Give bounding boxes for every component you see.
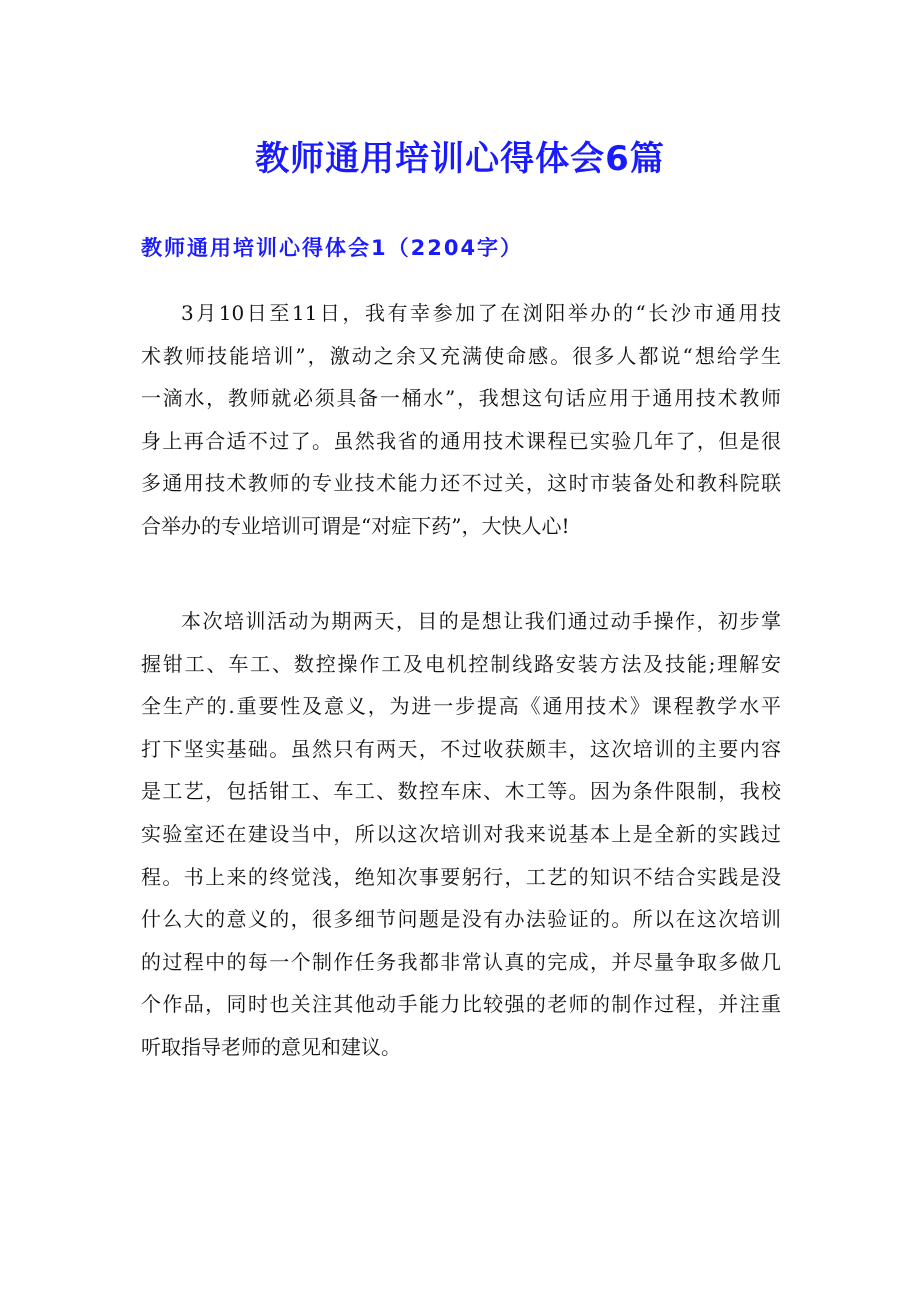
paragraph-line: 听取指导老师的意见和建议。 [141, 1034, 401, 1059]
paragraph-line: 本次培训活动为期两天，目的是想让我们通过动手操作，初步掌 [181, 609, 781, 633]
paragraph-line: 一滴水，教师就必须具备一桶水”，我想这句话应用于通用技术教师 [141, 386, 781, 411]
paragraph-line: 握钳工、车工、数控操作工及电机控制线路安装方法及技能;理解安 [141, 651, 781, 676]
paragraph-line: 程。书上来的终觉浅，绝知次事要躬行，工艺的知识不结合实践是没 [141, 864, 781, 889]
paragraph-line: 3月10日至11日，我有幸参加了在浏阳举办的“长沙市通用技 [181, 301, 781, 325]
paragraph-line: 全生产的.重要性及意义，为进一步提高《通用技术》课程教学水平 [141, 694, 781, 719]
paragraph-1 [141, 292, 781, 548]
paragraph-line: 合举办的专业培训可谓是“对症下药”，大快人心! [141, 513, 570, 538]
paragraph-line: 打下坚实基础。虽然只有两天，不过收获颇丰，这次培训的主要内容 [141, 736, 781, 761]
section-heading: 教师通用培训心得体会1（2204字） [141, 236, 524, 260]
paragraph-2 [141, 600, 781, 1069]
paragraph-line: 个作品，同时也关注其他动手能力比较强的老师的制作过程，并注重 [141, 992, 781, 1017]
document-title: 教师通用培训心得体会6篇 [255, 139, 665, 179]
paragraph-line: 实验室还在建设当中，所以这次培训对我来说基本上是全新的实践过 [141, 821, 781, 846]
paragraph-line: 是工艺，包括钳工、车工、数控车床、木工等。因为条件限制，我校 [141, 779, 781, 804]
paragraph-line: 术教师技能培训”，激动之余又充满使命感。很多人都说“想给学生 [141, 343, 781, 368]
paragraph-line: 身上再合适不过了。虽然我省的通用技术课程已实验几年了，但是很 [141, 428, 781, 453]
paragraph-line: 多通用技术教师的专业技术能力还不过关，这时市装备处和教科院联 [141, 471, 781, 496]
paragraph-line: 什么大的意义的，很多细节问题是没有办法验证的。所以在这次培训 [141, 907, 781, 932]
paragraph-line: 的过程中的每一个制作任务我都非常认真的完成，并尽量争取多做几 [141, 949, 781, 974]
